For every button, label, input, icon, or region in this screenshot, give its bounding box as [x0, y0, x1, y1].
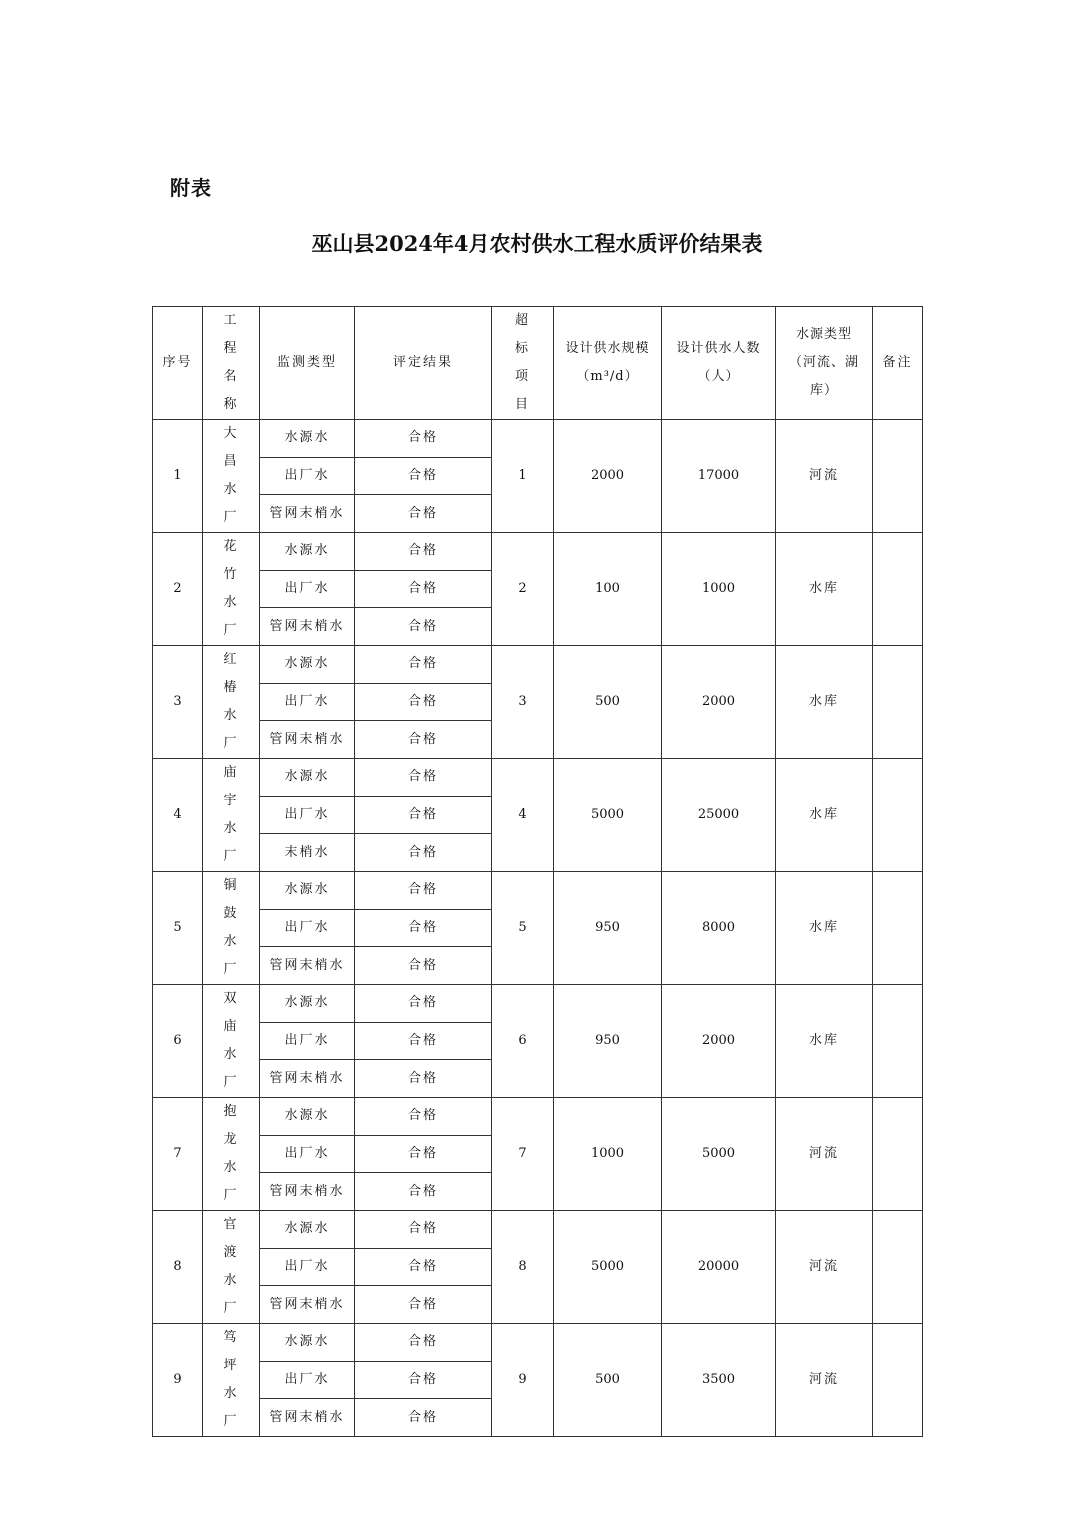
cell-monitor-type: 管网末梢水	[260, 608, 355, 646]
cell-monitor-type: 水源水	[260, 646, 355, 684]
table-row	[153, 533, 923, 571]
table-body	[153, 420, 923, 1437]
cell-remarks	[873, 1211, 923, 1324]
cell-result: 合格	[355, 872, 492, 910]
cell-design-population: 17000	[662, 420, 776, 533]
cell-exceed-items: 6	[492, 985, 554, 1098]
cell-exceed-items: 5	[492, 872, 554, 985]
cell-result: 合格	[355, 947, 492, 985]
cell-source-type: 水库	[776, 985, 873, 1098]
cell-monitor-type: 末梢水	[260, 834, 355, 872]
table-row	[153, 985, 923, 1023]
cell-design-population: 1000	[662, 533, 776, 646]
cell-monitor-type: 出厂水	[260, 1361, 355, 1399]
cell-design-scale: 5000	[554, 1211, 662, 1324]
header-monitor-type: 监测类型	[260, 307, 355, 420]
cell-source-type: 河流	[776, 1211, 873, 1324]
cell-monitor-type: 水源水	[260, 420, 355, 458]
cell-project-name: 铜鼓水厂	[203, 872, 260, 985]
cell-result: 合格	[355, 495, 492, 533]
cell-source-type: 河流	[776, 420, 873, 533]
cell-seq: 8	[153, 1211, 203, 1324]
cell-seq: 7	[153, 1098, 203, 1211]
table-row	[153, 646, 923, 684]
cell-monitor-type: 出厂水	[260, 1248, 355, 1286]
cell-remarks	[873, 646, 923, 759]
cell-result: 合格	[355, 1248, 492, 1286]
cell-remarks	[873, 759, 923, 872]
cell-remarks	[873, 533, 923, 646]
cell-monitor-type: 出厂水	[260, 796, 355, 834]
cell-design-scale: 500	[554, 646, 662, 759]
cell-result: 合格	[355, 834, 492, 872]
cell-design-population: 3500	[662, 1324, 776, 1437]
cell-design-population: 20000	[662, 1211, 776, 1324]
cell-monitor-type: 管网末梢水	[260, 721, 355, 759]
cell-exceed-items: 8	[492, 1211, 554, 1324]
cell-source-type: 水库	[776, 872, 873, 985]
cell-source-type: 水库	[776, 533, 873, 646]
cell-exceed-items: 2	[492, 533, 554, 646]
cell-monitor-type: 管网末梢水	[260, 1060, 355, 1098]
cell-result: 合格	[355, 721, 492, 759]
cell-exceed-items: 3	[492, 646, 554, 759]
cell-exceed-items: 9	[492, 1324, 554, 1437]
cell-result: 合格	[355, 985, 492, 1023]
cell-project-name: 官渡水厂	[203, 1211, 260, 1324]
cell-project-name: 大昌水厂	[203, 420, 260, 533]
header-result: 评定结果	[355, 307, 492, 420]
cell-design-population: 25000	[662, 759, 776, 872]
cell-exceed-items: 7	[492, 1098, 554, 1211]
cell-design-scale: 1000	[554, 1098, 662, 1211]
cell-monitor-type: 水源水	[260, 872, 355, 910]
header-remarks: 备注	[873, 307, 923, 420]
cell-monitor-type: 出厂水	[260, 570, 355, 608]
cell-monitor-type: 管网末梢水	[260, 947, 355, 985]
cell-project-name: 双庙水厂	[203, 985, 260, 1098]
cell-monitor-type: 出厂水	[260, 457, 355, 495]
header-seq: 序号	[153, 307, 203, 420]
cell-result: 合格	[355, 1173, 492, 1211]
cell-result: 合格	[355, 608, 492, 646]
cell-seq: 9	[153, 1324, 203, 1437]
table-row	[153, 872, 923, 910]
cell-design-scale: 500	[554, 1324, 662, 1437]
cell-monitor-type: 管网末梢水	[260, 1286, 355, 1324]
cell-seq: 6	[153, 985, 203, 1098]
cell-seq: 4	[153, 759, 203, 872]
cell-monitor-type: 水源水	[260, 759, 355, 797]
cell-monitor-type: 水源水	[260, 1211, 355, 1249]
cell-exceed-items: 4	[492, 759, 554, 872]
cell-seq: 3	[153, 646, 203, 759]
cell-design-scale: 950	[554, 985, 662, 1098]
cell-monitor-type: 管网末梢水	[260, 1173, 355, 1211]
cell-result: 合格	[355, 420, 492, 458]
table-row	[153, 420, 923, 458]
cell-monitor-type: 水源水	[260, 1324, 355, 1362]
table-row	[153, 759, 923, 797]
header-exceed-items: 超标项目	[492, 307, 554, 420]
cell-result: 合格	[355, 1399, 492, 1437]
header-design-population: 设计供水人数（人）	[662, 307, 776, 420]
cell-source-type: 水库	[776, 646, 873, 759]
cell-result: 合格	[355, 1135, 492, 1173]
cell-monitor-type: 出厂水	[260, 909, 355, 947]
cell-remarks	[873, 420, 923, 533]
cell-design-scale: 950	[554, 872, 662, 985]
cell-result: 合格	[355, 1361, 492, 1399]
cell-result: 合格	[355, 646, 492, 684]
cell-seq: 5	[153, 872, 203, 985]
table-row	[153, 1324, 923, 1362]
cell-monitor-type: 管网末梢水	[260, 1399, 355, 1437]
cell-remarks	[873, 872, 923, 985]
cell-monitor-type: 出厂水	[260, 1022, 355, 1060]
cell-monitor-type: 出厂水	[260, 683, 355, 721]
cell-source-type: 河流	[776, 1098, 873, 1211]
cell-design-scale: 100	[554, 533, 662, 646]
cell-remarks	[873, 1324, 923, 1437]
cell-seq: 1	[153, 420, 203, 533]
cell-source-type: 河流	[776, 1324, 873, 1437]
cell-result: 合格	[355, 1324, 492, 1362]
cell-result: 合格	[355, 796, 492, 834]
cell-design-scale: 2000	[554, 420, 662, 533]
page-title: 巫山县2024年4月农村供水工程水质评价结果表	[311, 231, 763, 256]
cell-monitor-type: 水源水	[260, 533, 355, 571]
header-source-type: 水源类型（河流、湖库）	[776, 307, 873, 420]
cell-monitor-type: 管网末梢水	[260, 495, 355, 533]
cell-monitor-type: 水源水	[260, 985, 355, 1023]
cell-result: 合格	[355, 1060, 492, 1098]
cell-project-name: 庙宇水厂	[203, 759, 260, 872]
cell-result: 合格	[355, 1022, 492, 1060]
cell-monitor-type: 水源水	[260, 1098, 355, 1136]
cell-design-scale: 5000	[554, 759, 662, 872]
cell-remarks	[873, 1098, 923, 1211]
cell-seq: 2	[153, 533, 203, 646]
cell-project-name: 笃坪水厂	[203, 1324, 260, 1437]
results-table	[152, 306, 923, 1437]
header-row	[153, 307, 923, 420]
cell-project-name: 红椿水厂	[203, 646, 260, 759]
cell-result: 合格	[355, 570, 492, 608]
cell-result: 合格	[355, 683, 492, 721]
cell-design-population: 8000	[662, 872, 776, 985]
cell-source-type: 水库	[776, 759, 873, 872]
cell-design-population: 5000	[662, 1098, 776, 1211]
header-design-scale: 设计供水规模（m³/d）	[554, 307, 662, 420]
table-row	[153, 1211, 923, 1249]
cell-result: 合格	[355, 759, 492, 797]
cell-design-population: 2000	[662, 985, 776, 1098]
cell-result: 合格	[355, 909, 492, 947]
cell-result: 合格	[355, 457, 492, 495]
cell-result: 合格	[355, 1211, 492, 1249]
cell-result: 合格	[355, 533, 492, 571]
cell-monitor-type: 出厂水	[260, 1135, 355, 1173]
header-project-name: 工程名称	[203, 307, 260, 420]
attachment-label: 附表	[170, 176, 212, 200]
cell-result: 合格	[355, 1286, 492, 1324]
cell-remarks	[873, 985, 923, 1098]
cell-project-name: 花竹水厂	[203, 533, 260, 646]
cell-exceed-items: 1	[492, 420, 554, 533]
cell-result: 合格	[355, 1098, 492, 1136]
cell-project-name: 抱龙水厂	[203, 1098, 260, 1211]
cell-design-population: 2000	[662, 646, 776, 759]
table-row	[153, 1098, 923, 1136]
